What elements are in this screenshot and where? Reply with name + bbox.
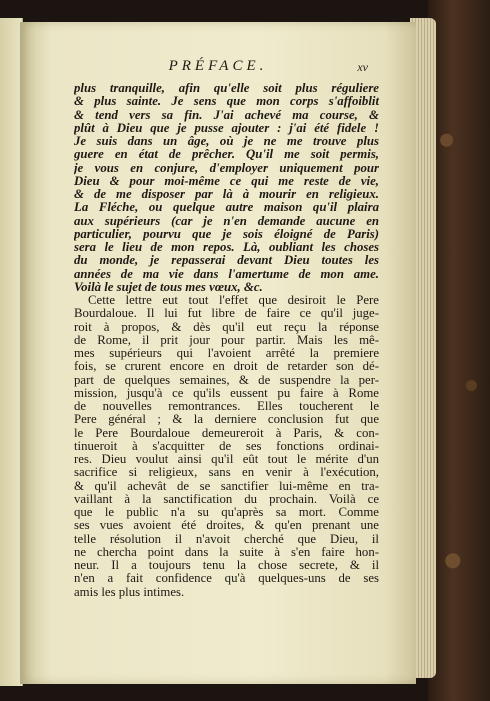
text-line: telle résolution il n'avoit cherché que Dieu, il [74,532,379,546]
text-line: ne chercha point dans la suite à s'en faire hon- [74,545,379,559]
text-line: neur. Il a toujours tenu la chose secrete, & il [74,559,379,572]
text-line: de Rome, il prit jour pour partir. Mais les mê- [74,333,379,347]
page-text [74,82,379,599]
text-line: La Fléche, ou quelque autre maison qu'il plaira [74,201,379,215]
page-number: xv [357,60,368,74]
text-line: vaillant à la sanctification du prochain. Voilà ce [74,492,379,506]
text-line: amis les plus intimes. [74,585,185,599]
page-header [20,58,416,78]
text-line: aux supérieurs (car je n'en demande aucune en [74,214,379,228]
text-line: que le public n'a su qu'après sa mort. Comme [74,506,379,519]
book-cover [428,0,490,701]
text-line: je vous en conjure, d'employer uniquement pour [74,161,379,175]
text-line: roit à propos, & dès qu'il eut reçu la réponse [74,320,379,334]
text-line: mes supérieurs qui l'avoient arrêté la premiere [74,347,379,360]
letter-quote [74,82,379,294]
text-line: Cette lettre eut tout l'effet que desiroit le Pere [88,294,379,307]
text-line: particulier, pourvu que je sois éloigné de Paris) [74,227,379,241]
text-line: Pere général ; & la derniere conclusion fut que [74,413,379,427]
text-line: Bourdaloue. Il lui fut libre de faire ce qu'il juge- [74,307,379,321]
text-line: res. Dieu voulut ainsi qu'il eût tout le mérite d'un [74,453,379,466]
body-paragraph [74,294,379,599]
text-line: mission, jusqu'à ce qu'ils eussent pu faire à Rome [74,386,379,400]
text-line: & qu'il achevât de se sanctifier lui-même en tra- [74,479,379,493]
text-line: sacrifice si religieux, sans en venir à l'exécution, [74,466,379,480]
text-line: du monde, je repasserai devant Dieu toutes les [74,254,379,268]
text-line: guere en état de prêcher. Qu'il me soit permis, [74,148,379,162]
text-line: sera le lieu de mon repos. Là, oubliant les choses [74,241,379,254]
text-line: plût à Dieu que je pusse ajouter : j'ai été fidele ! [74,121,379,135]
text-line: fois, se crurent encore en droit de retarder son dé- [74,360,379,374]
text-line: Je suis dans un âge, où je ne me trouve plus [74,135,379,148]
text-line: part de quelques semaines, & de suspendre la per- [74,373,379,387]
text-line: années de ma vie dans l'amertume de mon ame. [74,267,379,281]
text-line: de nouvelles remontrances. Elles toucherent le [74,400,379,413]
text-line: Voilà le sujet de tous mes vœux, &c. [74,280,263,294]
text-line: & de me disposer par là à mourir en religieux. [74,188,379,201]
text-line: & tend vers sa fin. J'ai achevé ma course, & [74,108,379,122]
text-line: n'en a fait confidence qu'à quelques-uns de ses [74,572,379,586]
running-title: PRÉFACE. [168,58,268,74]
book-page [20,22,416,684]
text-line: Dieu & pour moi-même ce qui me reste de vie, [74,174,379,188]
text-line: & plus sainte. Je sens que mon corps s'affoiblit [74,95,379,109]
text-line: tinueroit à s'acquitter de ses fonctions ordinai- [74,439,379,453]
text-line: ses vues avoient été droites, & qu'en prenant une [74,519,379,533]
text-line: le Pere Bourdaloue demeureroit à Paris, & con- [74,426,379,440]
text-line: plus tranquille, afin qu'elle soit plus réguliere [74,82,379,95]
